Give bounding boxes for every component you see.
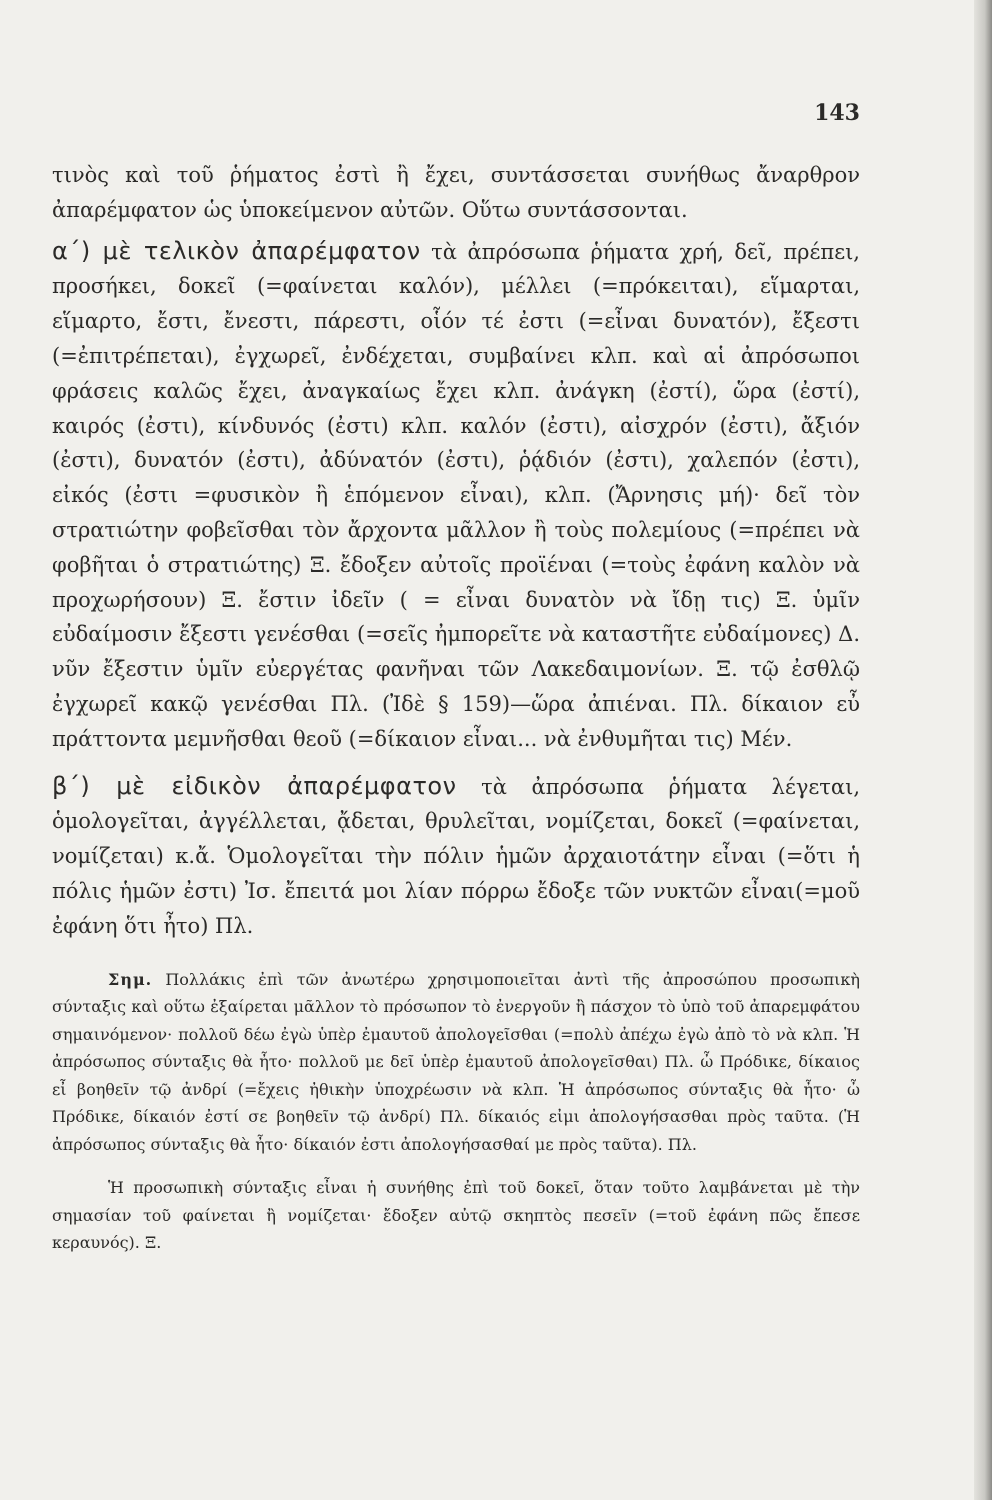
section-a-text: τὰ ἀπρόσωπα ῥήματα χρή, δεῖ, πρέπει, προσήκει, δοκεῖ (=φαίνεται καλόν), μέλλει (=πρόκειται), εἵμαρται, εἵμαρτο, ἔστι, ἔνεστι, πάρεστι, οἷόν τέ ἐστι (=εἶναι δυνατόν), ἔξεστι (=ἐπιτρέπεται), ἐγχωρεῖ, ἐνδέχεται, συμβαίνει κλπ. καὶ αἱ ἀπρόσωποι φράσεις καλῶς ἔχει, ἀναγκαίως ἔχει κλπ. ἀνάγκη (ἐστί), ὥρα (ἐστί), καιρός (ἐστι), κίνδυνός (ἐστι) κλπ. καλόν (ἐστι), αἰσχρόν (ἐστι), ἄξιόν (ἐστι), δυνατόν (ἐστι), ἀδύνατόν (ἐστι), ῥᾴδιόν (ἐστι), χαλεπόν (ἐστι), εἰκός (ἐστι =φυσικὸν ἢ ἑπόμενον εἶναι), κλπ. (Ἄρνησις μή)· δεῖ τὸν στρατιώτην φοβεῖσθαι τὸν ἄρχοντα μᾶλλον ἢ τοὺς πολεμίους (=πρέπει νὰ φοβῆται ὁ στρατιώτης) Ξ. ἔδοξεν αὐτοῖς προϊέναι (=τοὺς ἐφάνη καλὸν νὰ προχωρήσουν) Ξ. ἔστιν ἰδεῖν ( = εἶναι δυνατὸν νὰ ἴδῃ τις) Ξ. ὑμῖν εὐδαίμοσιν ἔξεστι γενέσθαι (=σεῖς ἠμπορεῖτε νὰ καταστῆτε εὐδαίμονες) Δ. νῦν ἔξεστιν ὑμῖν εὐεργέτας φανῆναι τῶν Λακεδαιμονίων. Ξ. τῷ ἐσθλῷ ἐγχωρεῖ κακῷ γενέσθαι Πλ. (Ἰδὲ § 159)—ὥρα ἀπιέναι. Πλ. δίκαιον εὖ πράττοντα μεμνῆσθαι θεοῦ (=δίκαιον εἶναι... νὰ ἐνθυμῆται τις) Μέν. xyxy=(52,239,860,751)
section-a-paragraph xyxy=(52,234,860,757)
note-label: Σημ. xyxy=(108,969,153,989)
intro-paragraph: τινὸς καὶ τοῦ ῥήματος ἐστὶ ἢ ἔχει, συντάσσεται συνήθως ἄναρθρον ἀπαρέμφατον ὡς ὑποκείμενον αὐτῶν. Οὕτω συντάσσονται. xyxy=(52,163,860,222)
paper-stain xyxy=(862,1432,892,1448)
section-a-heading: α΄) μὲ τελικὸν ἀπαρέμφατον xyxy=(52,236,421,265)
page-number: 143 xyxy=(814,100,860,126)
section-b-text: τὰ ἀπρόσωπα ῥήματα λέγεται, ὁμολογεῖται, ἀγγέλλεται, ᾄδεται, θρυλεῖται, νομίζεται, δοκεῖ (=φαίνεται, νομίζεται) κ.ἄ. Ὁμολογεῖται τὴν πόλιν ἡμῶν ἀρχαιοτάτην εἶναι (=ὅτι ἡ πόλις ἡμῶν ἐστι) Ἰσ. ἔπειτά μοι λίαν πόρρω ἔδοξε τῶν νυκτῶν εἶναι(=μοῦ ἐφάνη ὅτι ἦτο) Πλ. xyxy=(52,774,860,938)
note-text: Πολλάκις ἐπὶ τῶν ἀνωτέρω χρησιμοποιεῖται ἀντὶ τῆς ἀπροσώπου προσωπικὴ σύνταξις καὶ οὕτω ἐξαίρεται μᾶλλον τὸ πρόσωπον τὸ ἐνεργοῦν ἢ πάσχον τὸ ὑπὸ τοῦ ἀπαρεμφάτου σημαινόμενον· πολλοῦ δέω ἐγὼ ὑπὲρ ἐμαυτοῦ ἀπολογεῖσθαι (=πολὺ ἀπέχω ἐγὼ ἀπὸ τὸ νὰ κλπ. Ἡ ἀπρόσωπος σύνταξις θὰ ἦτο· πολλοῦ με δεῖ ὑπὲρ ἐμαυτοῦ ἀπολογεῖσθαι) Πλ. ὦ Πρόδικε, δίκαιος εἶ βοηθεῖν τῷ ἀνδρί (=ἔχεις ἠθικὴν ὑποχρέωσιν νὰ κλπ. Ἡ ἀπρόσωπος σύνταξις θὰ ἦτο· ὦ Πρόδικε, δίκαιόν ἐστί σε βοηθεῖν τῷ ἀνδρί) Πλ. δίκαιός εἰμι ἀπολογήσασθαι πρὸς ταῦτα. (Ἡ ἀπρόσωπος σύνταξις θὰ ἦτο· δίκαιόν ἐστι ἀπολογήσασθαί με πρὸς ταῦτα). Πλ. xyxy=(52,969,860,1154)
page-body xyxy=(52,158,860,1257)
note-paragraph xyxy=(52,966,860,1159)
page-edge-shadow xyxy=(974,0,992,1500)
section-b-heading: β΄) μὲ εἰδικὸν ἀπαρέμφατον xyxy=(52,771,457,800)
section-b-paragraph xyxy=(52,769,860,944)
note-second-paragraph: Ἡ προσωπικὴ σύνταξις εἶναι ἡ συνήθης ἐπὶ τοῦ δοκεῖ, ὅταν τοῦτο λαμβάνεται μὲ τὴν σημασίαν τοῦ φαίνεται ἢ νομίζεται· ἔδοξεν αὐτῷ σκηπτὸς πεσεῖν (=τοῦ ἐφάνη πῶς ἔπεσε κεραυνός). Ξ. xyxy=(52,1178,860,1253)
